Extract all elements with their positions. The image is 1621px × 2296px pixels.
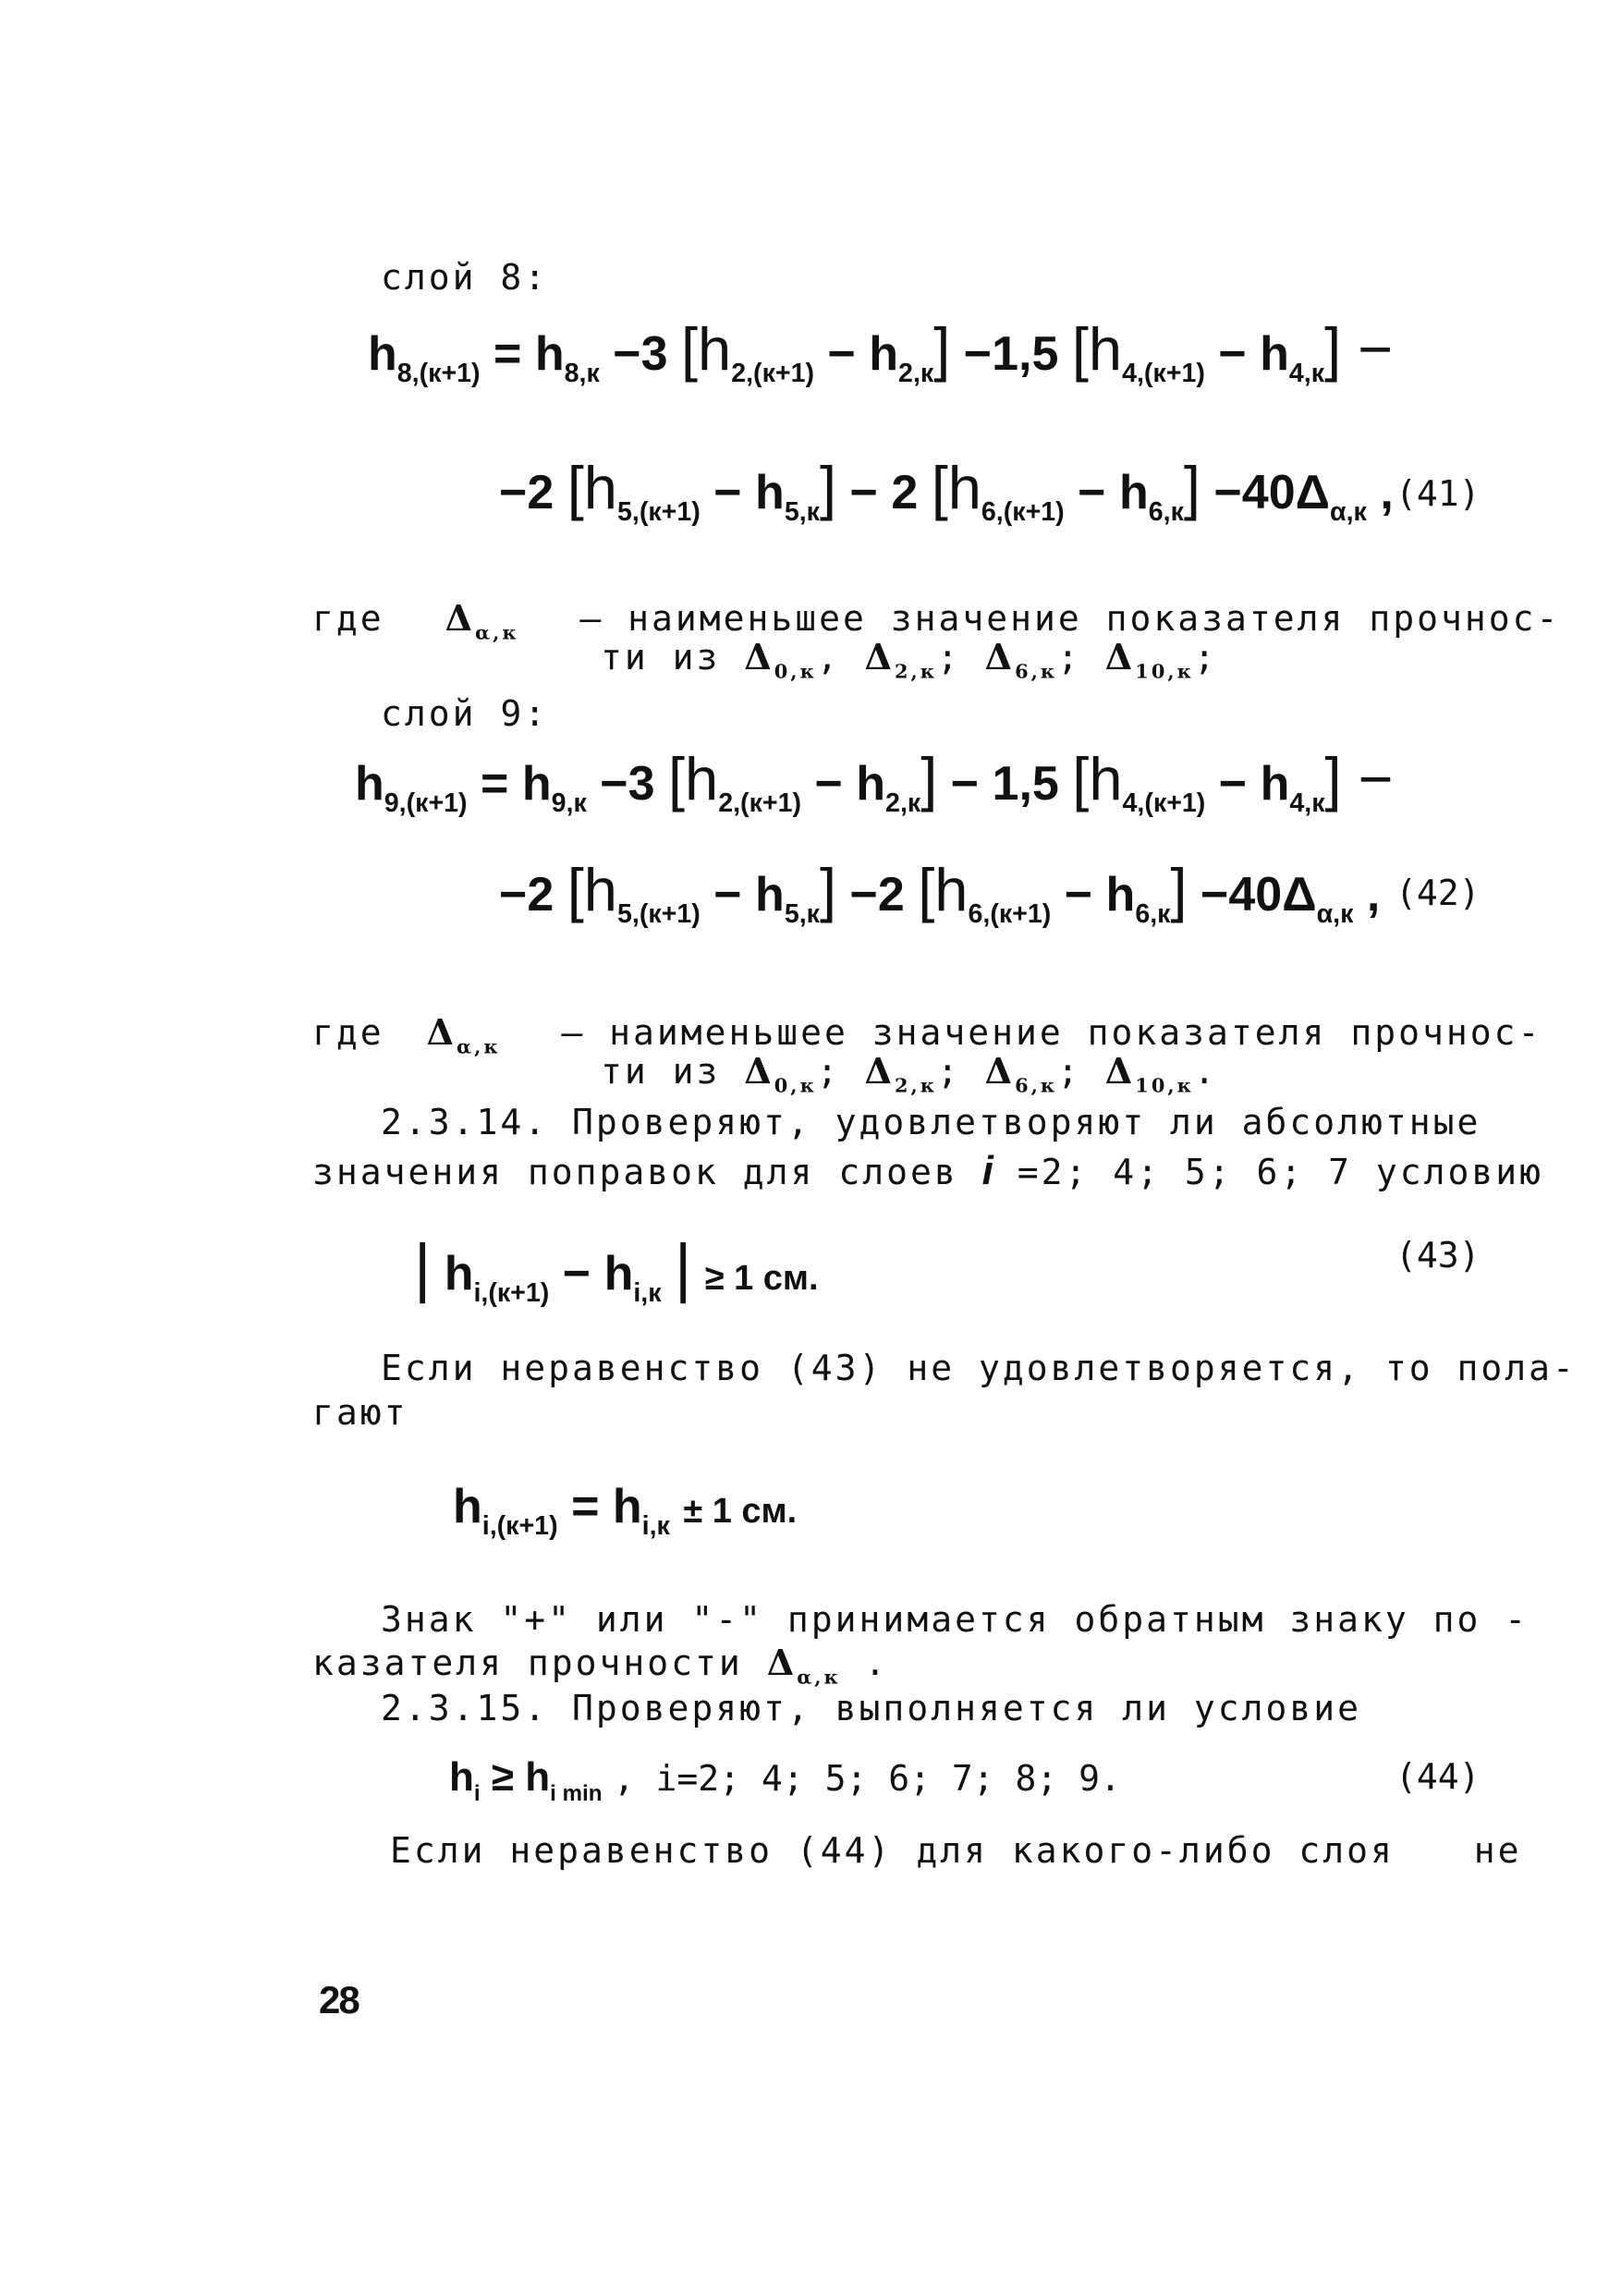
page-number: 28: [319, 1978, 359, 2021]
where-41-line-2: ти из $\Delta_{0,к}$, $\Delta_{2,к}$; $\Delta_{6,к}$; $\Delta_{10,к}$;: [601, 636, 1218, 683]
paragraph-2-3-14-line-1: 2.3.14. Проверяют, удовлетворяют ли абсолютные: [381, 1102, 1481, 1142]
paragraph-2-3-14-line-2: значения поправок для слоев i =2; 4; 5; 6; 7 условию: [312, 1148, 1544, 1193]
equation-42-line-2: −2 $[h_{5,(к+1)} - h_{5,к}] -2$ $[h_{6,(к+1)} - h_{6,к}] -40\Delta_{\alpha,к}$ ,: [499, 856, 1381, 929]
equation-41-line-2: −2 $[h_{5,(к+1)} - h_{5,к}] - 2$ $[h_{6,(к+1)} - h_{6,к}] -40\Delta_{\alpha,к}$ ,: [499, 454, 1394, 527]
equation-set-correction: $h_{i,(к+1)} = h_{i,к} \pm 1$ см.: [453, 1480, 798, 1541]
equation-44-number: (44): [1396, 1756, 1481, 1797]
paragraph-ineq-43-line-2: гают: [312, 1392, 408, 1433]
equation-44: $h_i \ge h_{i min}$ , i=2; 4; 5; 6; 7; 8; 9.: [449, 1754, 1121, 1806]
equation-41-line-1: $h_{8,(к+1)} = h_{8,к} -3$ $[h_{2,(к+1)} - h_{2,к}] -1,5$ $[h_{4,(к+1)} - h_{4,к}]$ −: [368, 315, 1394, 388]
equation-43-number: (43): [1396, 1235, 1481, 1276]
where-42-line-2: ти из $\Delta_{0,к}$; $\Delta_{2,к}$; $\Delta_{6,к}$; $\Delta_{10,к}$.: [601, 1050, 1218, 1097]
paragraph-last: Если неравенство (44) для какого-либо слоя не: [390, 1830, 1522, 1871]
layer8-label: слой 8:: [381, 257, 549, 298]
paragraph-sign-line-1: Знак "+" или "-" принимается обратным знаку по -: [381, 1599, 1530, 1640]
where-42-line-1: где $\Delta_{\alpha,к}$ – наименьшее значение показателя прочнос-: [312, 1011, 1542, 1058]
paragraph-sign-line-2: казателя прочности $\Delta_{\alpha,к}$ .: [312, 1642, 889, 1689]
equation-42-number: (42): [1396, 873, 1481, 913]
layer9-label: слой 9:: [381, 693, 549, 734]
paragraph-ineq-43-line-1: Если неравенство (43) не удовлетворяется, то пола-: [381, 1348, 1577, 1388]
equation-41-number: (41): [1396, 473, 1481, 514]
where-41-line-1: где $\Delta_{\alpha,к}$ – наименьшее значение показателя прочнос-: [312, 597, 1561, 644]
equation-43: | $h_{i,(к+1)} - h_{i,к}$ | ≥ 1 см.: [414, 1230, 819, 1308]
paragraph-2-3-15: 2.3.15. Проверяют, выполняется ли условие: [381, 1688, 1361, 1728]
equation-42-line-1: $h_{9,(к+1)} = h_{9,к} -3$ $[h_{2,(к+1)} - h_{2,к}] - 1,5$ $[h_{4,(к+1)} - h_{4,к}]$ −: [355, 745, 1394, 818]
